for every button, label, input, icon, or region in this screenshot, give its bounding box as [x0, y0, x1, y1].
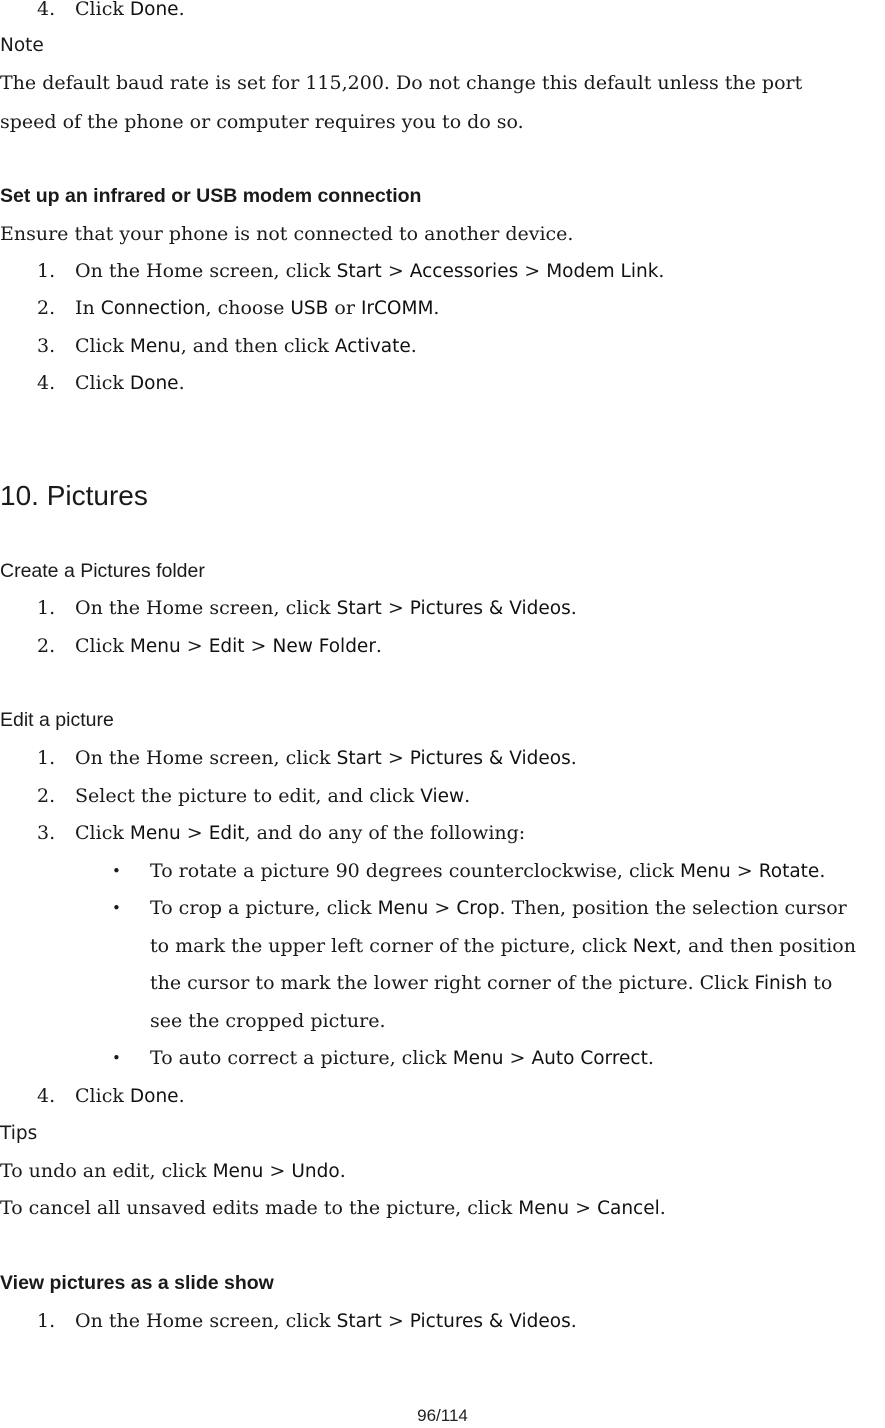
page-number: 96/114 [417, 1406, 468, 1425]
document-page: 4. Click Done. Note The default baud rate is set for 115,200. Do not change this default unless the port speed of the phone or computer requires you to do so. Set up an infrared or USB modem connection Ensure that your phone is not connected to another device. 1. On the Home screen, click Start > Accessories > Modem Link. 2. In Connection, choose USB or IrCOMM. 3. Click Menu, and then click Activate. 4. Click Done. 10. Pictures Create a Pictures folder 1. On the Home screen, click Start > Pictures & Videos. 2. Click Menu > Edit > New Folder. Edit a picture 1. On the Home screen, click Start > Pictures & Videos. 2. Select the picture to edit, and click View. 3. Click Menu > Edit, and do any of the following: • To rotate a picture 90 degrees counterclockwise, click Menu > Rotate. • To crop a picture, click Menu > Crop. Then, position the selection cursor to mark the upper left corner of the picture, click Next, and then position the cursor to mark the lower right corner of the picture. Click Finish to see the cropped picture. • To auto correct a picture, click Menu > Auto Correct. 4. Click Done. Tips To undo an edit, click Menu > Undo. To cancel all unsaved edits made to the picture, click Menu > Cancel. View pictures as a slide show 1. On the Home screen, click Start > Pictures & Videos. 96/114 [0, 0, 885, 1428]
note-text-line: The default baud rate is set for 115,200. Do not change this default unless the port [0, 72, 803, 94]
section-heading: View pictures as a slide show [0, 1272, 274, 1294]
section-heading: Create a Pictures folder [0, 560, 205, 582]
chapter-title: 10. Pictures [0, 480, 148, 511]
note-label: Note [0, 35, 44, 56]
tip-line: To cancel all unsaved edits made to the picture, click Menu > Cancel. [0, 1197, 666, 1219]
tip-line: To undo an edit, click Menu > Undo. [0, 1160, 346, 1182]
tips-label: Tips [0, 1123, 38, 1144]
bullet-icon: • [112, 1049, 121, 1067]
bullet-icon: • [112, 862, 121, 880]
bullet-icon: • [112, 899, 121, 917]
section-heading: Set up an infrared or USB modem connection [0, 185, 422, 207]
section-heading: Edit a picture [0, 709, 114, 731]
paragraph: Ensure that your phone is not connected to another device. [0, 223, 574, 245]
note-text-line: speed of the phone or computer requires you to do so. [0, 111, 524, 133]
